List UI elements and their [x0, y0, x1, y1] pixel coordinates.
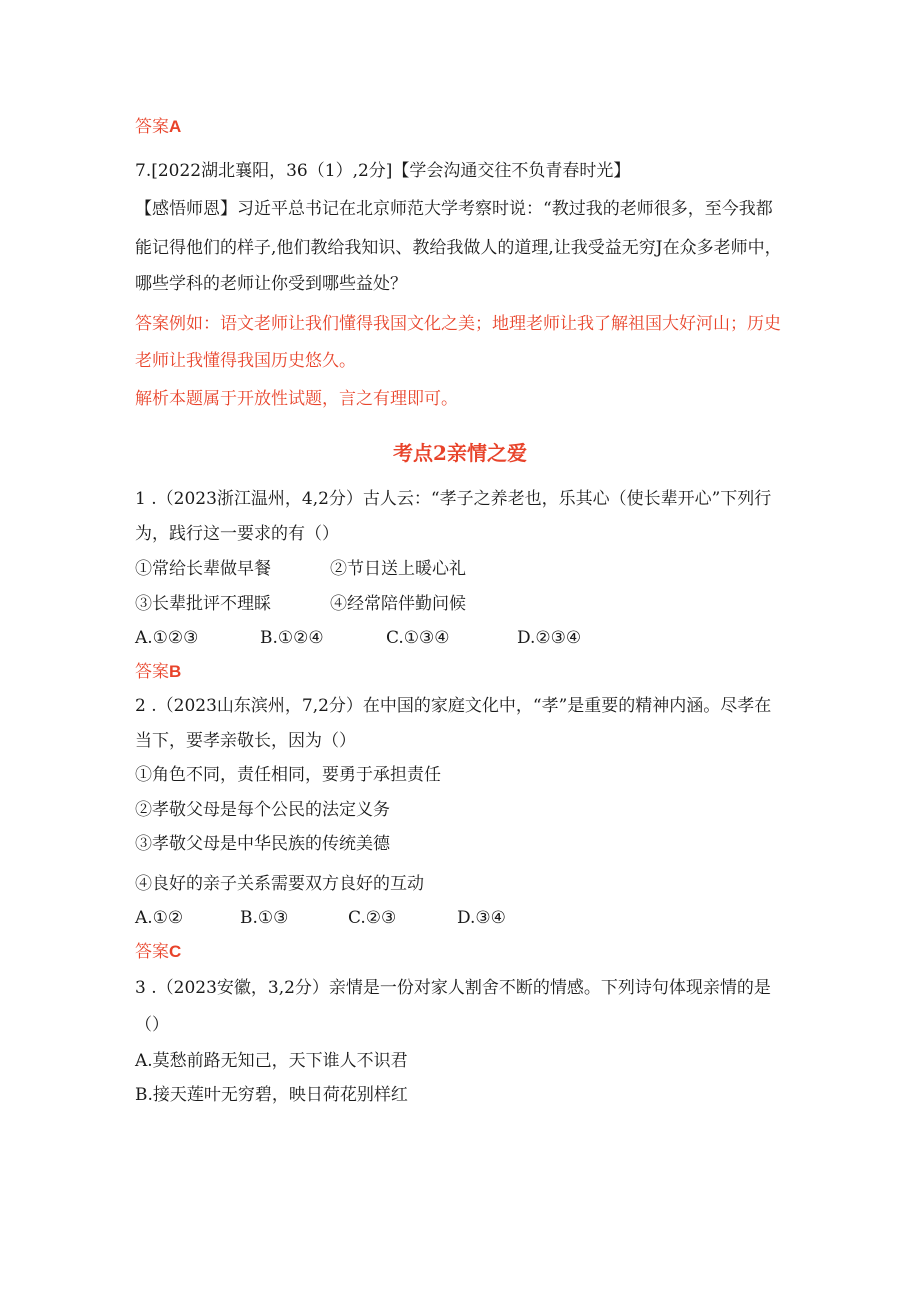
- question-1-choice: D.②③④: [517, 628, 582, 648]
- question-7-body-line: 能记得他们的样子,他们教给我知识、教给我做人的道理,让我受益无穷J在众多老师中，: [135, 238, 782, 258]
- question-7-body-line: 哪些学科的老师让你受到哪些益处？: [135, 274, 407, 294]
- question-7-body-line: 【感悟师恩】习近平总书记在北京师范大学考察时说：“教过我的老师很多，至今我都: [135, 199, 773, 219]
- answer-label: 答案: [135, 942, 169, 962]
- question-1-choice: C.①③④: [386, 628, 450, 648]
- question-2-choice: B.①③: [240, 908, 289, 928]
- question-3-choice: A.莫愁前路无知己，天下谁人不识君: [135, 1051, 408, 1071]
- answer-letter: B: [169, 662, 182, 681]
- question-7-answer-line: 答案例如：语文老师让我们懂得我国文化之美；地理老师让我了解祖国大好河山；历史: [135, 314, 781, 334]
- question-3-stem-line: （）: [135, 1015, 169, 1035]
- answer-letter: A: [169, 117, 182, 136]
- question-2-item: ①角色不同，责任相同，要勇于承担责任: [135, 765, 441, 785]
- question-2-item: ④良好的亲子关系需要双方良好的互动: [135, 874, 424, 894]
- question-1-answer: [135, 661, 181, 683]
- question-1-item: ①常给长辈做早餐: [135, 559, 271, 579]
- question-7-answer-line: 老师让我懂得我国历史悠久。: [135, 351, 356, 371]
- question-2-item: ②孝敬父母是每个公民的法定义务: [135, 800, 390, 820]
- question-1-item: ④经常陪伴勤问候: [330, 594, 466, 614]
- question-1-choice: A.①②③: [135, 628, 199, 648]
- question-1-item: ②节日送上暖心礼: [330, 559, 466, 579]
- answer-label: 答案: [135, 662, 169, 682]
- question-2-choice: A.①②: [135, 908, 184, 928]
- question-7-analysis: 解析本题属于开放性试题，言之有理即可。: [135, 389, 458, 409]
- question-3-choice: B.接天莲叶无穷碧，映日荷花别样红: [135, 1085, 408, 1105]
- question-2-stem-line: 当下，要孝亲敬长，因为（）: [135, 731, 356, 751]
- question-2-choice: C.②③: [348, 908, 397, 928]
- question-7-stem: 7.[2022湖北襄阳，36（1）,2分]【学会沟通交往不负青春时光】: [135, 161, 631, 181]
- question-2-choice: D.③④: [457, 908, 506, 928]
- answer-label: 答案: [135, 117, 169, 137]
- section-title: 考点2亲情之爱: [393, 441, 527, 465]
- question-3-stem-line: 3 .（2023安徽，3,2分）亲情是一份对家人割舍不断的情感。下列诗句体现亲情的是: [135, 978, 771, 998]
- answer-line: [135, 116, 181, 138]
- question-2-stem-line: 2 .（2023山东滨州，7,2分）在中国的家庭文化中，“孝”是重要的精神内涵。尽孝在: [135, 696, 772, 716]
- question-1-stem-line: 1 .（2023浙江温州，4,2分）古人云：“孝子之养老也，乐其心（使长辈开心”下列行: [135, 489, 772, 509]
- question-1-choice: B.①②④: [260, 628, 324, 648]
- question-2-item: ③孝敬父母是中华民族的传统美德: [135, 834, 390, 854]
- question-1-item: ③长辈批评不理睬: [135, 594, 271, 614]
- answer-letter: C: [169, 942, 182, 961]
- question-2-answer: [135, 941, 181, 963]
- question-1-stem-line: 为，践行这一要求的有（）: [135, 524, 339, 544]
